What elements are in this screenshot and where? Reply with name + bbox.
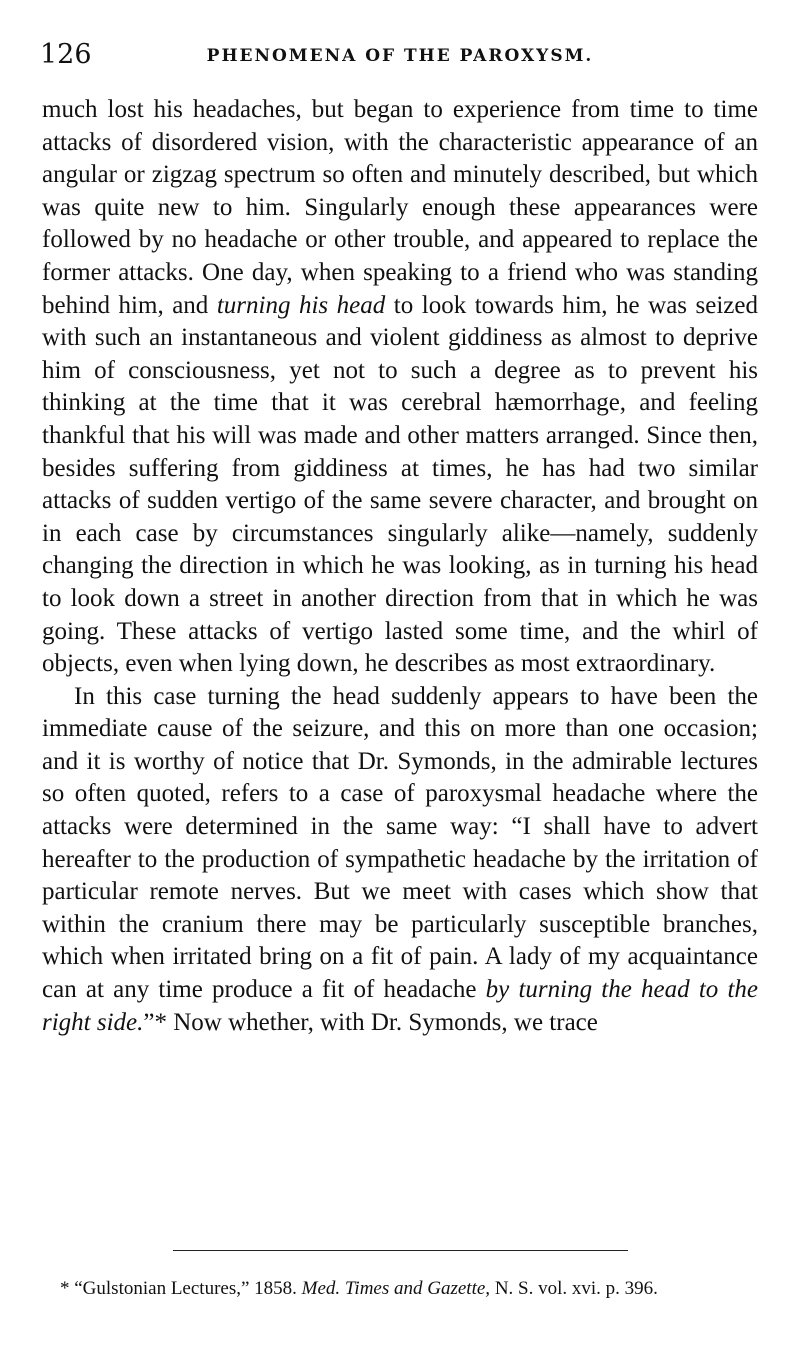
- paragraph-1-text-a: much lost his headaches, but began to experience from time to time attacks of disordered vision, with the characteristic appearance of an angular or zigzag spectrum so often and minutely described, but which was quite new to him. Singularly enough these appearances were followed by no headache or other trouble, and appeared to replace the former attacks. One day, when speaking to a friend who was standing behind him, and: [42, 96, 758, 319]
- body-text: [42, 94, 758, 1039]
- paragraph-2: [42, 681, 758, 1040]
- paragraph-2-text-a: In this case turning the head suddenly appears to have been the immediate cause of the seizure, and this on more than one occasion; and it is worthy of notice that Dr. Symonds, in the admirable lectures so often quoted, refers to a case of paroxysmal headache where the attacks were determined in the same way: “I shall have to advert hereafter to the production of sympathetic headache by the irritation of particular remote nerves. But we meet with cases which show that within the cranium there may be particularly susceptible branches, which when irritated bring on a fit of pain. A lady of my acquaintance can at any time produce a fit of headache: [42, 682, 758, 1004]
- running-title: PHENOMENA OF THE PAROXYSM.: [206, 46, 594, 66]
- footnote-text-a: * “Gulstonian Lectures,” 1858.: [60, 1278, 302, 1299]
- footnote-journal: Med. Times and Gazette,: [301, 1278, 491, 1299]
- footnote: [42, 1276, 758, 1301]
- footnote-rule: [173, 1250, 628, 1251]
- paragraph-2-text-b: ”* Now whether, with Dr. Symonds, we trace: [143, 1008, 598, 1036]
- page-number: 126: [40, 39, 92, 70]
- paragraph-1-italic: turning his head: [216, 291, 386, 319]
- running-head: [40, 38, 760, 72]
- paragraph-1-text-b: to look towards him, he was seized with such an instantaneous and violent giddiness as almost to deprive him of consciousness, yet not to such a degree as to prevent his thinking at the time that it was cerebral hæmorrhage, and feeling thankful that his will was made and other matters arranged. Since then, besides suffering from giddiness at times, he has had two similar attacks of sudden vertigo of the same severe character, and brought on in each case by circumstances singularly alike—namely, suddenly changing the direction in which he was looking, as in turning his head to look down a street in another direction from that in which he was going. These attacks of vertigo lasted some time, and the whirl of objects, even when lying down, he describes as most extraordinary.: [42, 291, 758, 678]
- footnote-text: [42, 1276, 758, 1301]
- paragraph-1: [42, 94, 758, 681]
- paragraph-2-italic: by turning the head to the right side.: [42, 976, 758, 1036]
- footnote-text-b: N. S. vol. xvi. p. 396.: [490, 1278, 658, 1299]
